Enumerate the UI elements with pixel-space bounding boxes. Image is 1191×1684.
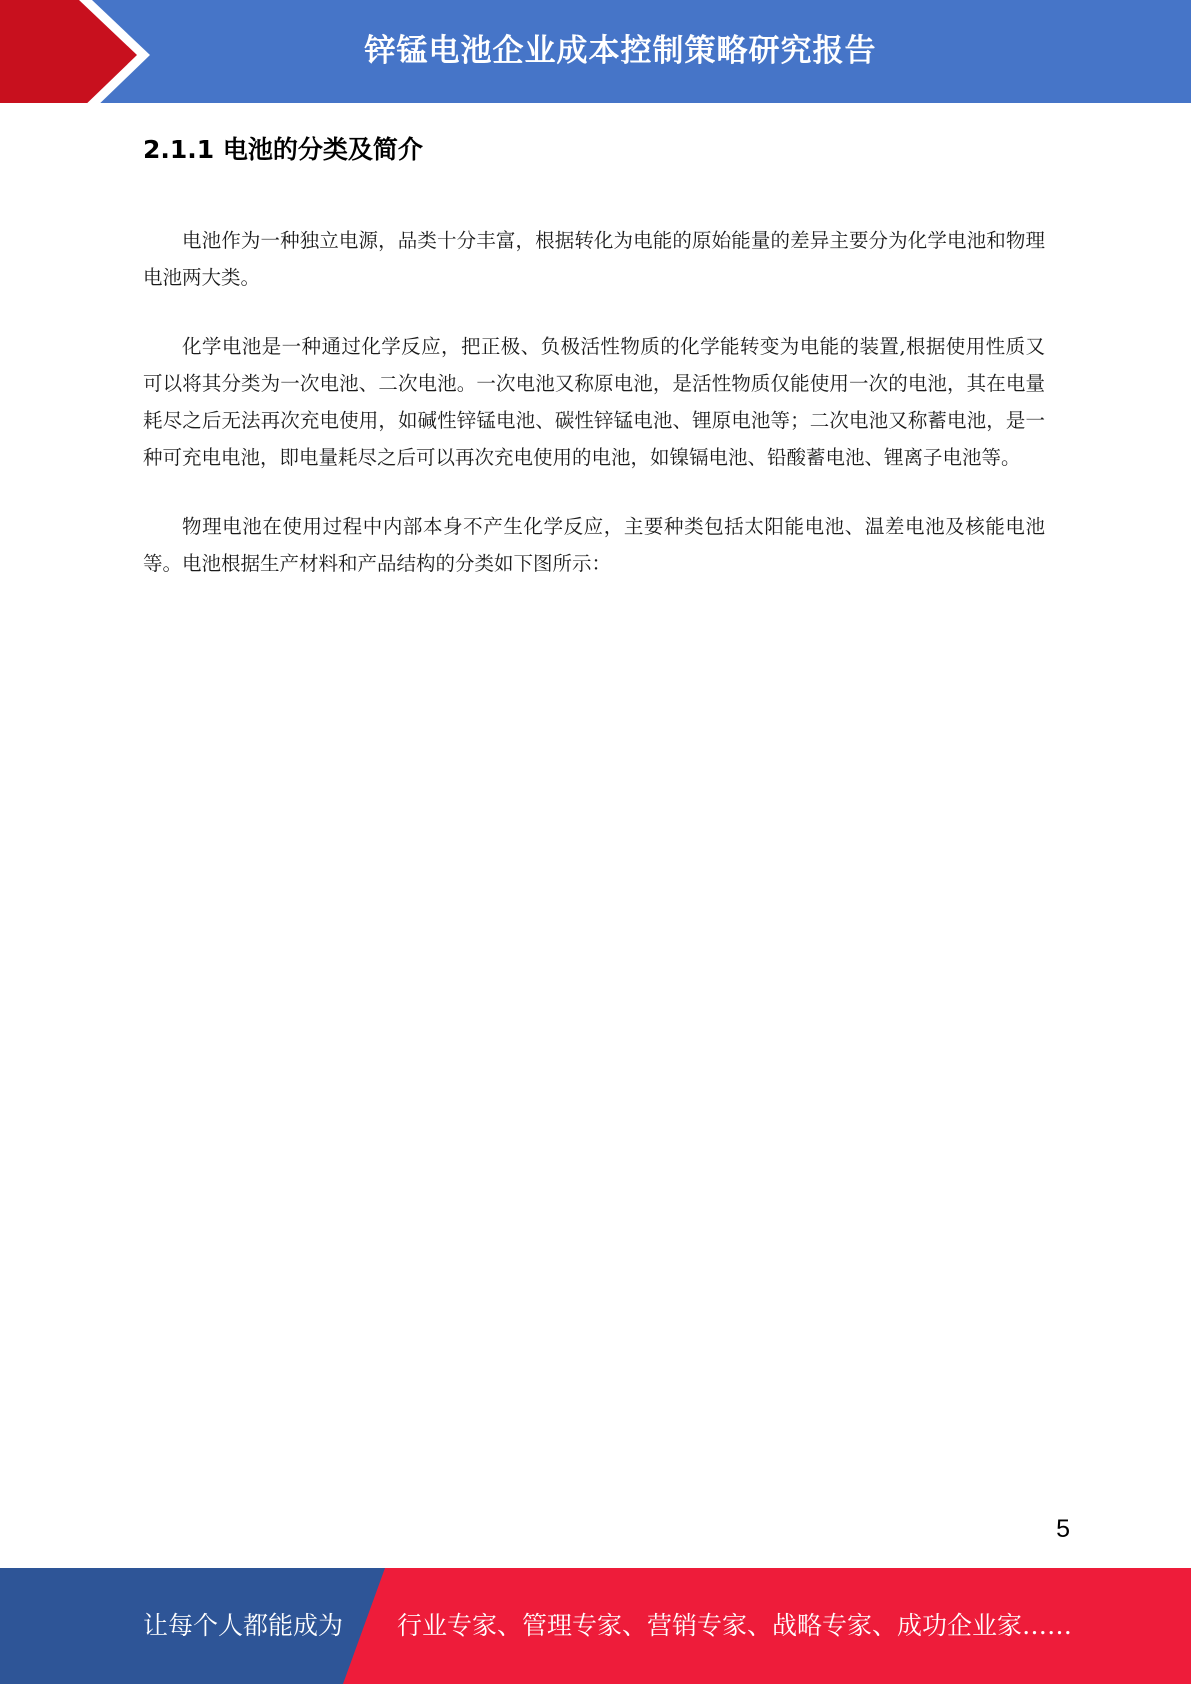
paragraph-chemical-battery: 化学电池是一种通过化学反应，把正极、负极活性物质的化学能转变为电能的装置,根据使用性质又可以将其分类为一次电池、二次电池。一次电池又称原电池，是活性物质仅能使用一次的电池，其在电量耗尽之后无法再次充电使用，如碱性锌锰电池、碳性锌锰电池、锂原电池等；二次电池又称蓄电池，是一种可充电电池，即电量耗尽之后可以再次充电使用的电池，如镍镉电池、铅酸蓄电池、锂离子电池等。 [143, 335, 1045, 469]
document-title: 锌锰电池企业成本控制策略研究报告 [364, 33, 877, 69]
footer-slogan-right: 行业专家、管理专家、营销专家、战略专家、成功企业家…… [397, 1611, 1073, 1640]
paragraph-battery-overview: 电池作为一种独立电源，品类十分丰富，根据转化为电能的原始能量的差异主要分为化学电池和物理电池两大类。 [143, 229, 1045, 289]
footer-slogan-left: 让每个人都能成为 [143, 1611, 344, 1640]
page-footer [0, 1568, 1191, 1684]
header-bottom-gap [0, 103, 1191, 111]
section-heading: 2.1.1 电池的分类及简介 [143, 135, 423, 164]
paragraph-physical-battery: 物理电池在使用过程中内部本身不产生化学反应，主要种类包括太阳能电池、温差电池及核能电池等。电池根据生产材料和产品结构的分类如下图所示： [143, 515, 1045, 575]
page-content [143, 128, 1045, 582]
page-header [0, 0, 1191, 111]
page-number: 5 [1056, 1515, 1070, 1543]
